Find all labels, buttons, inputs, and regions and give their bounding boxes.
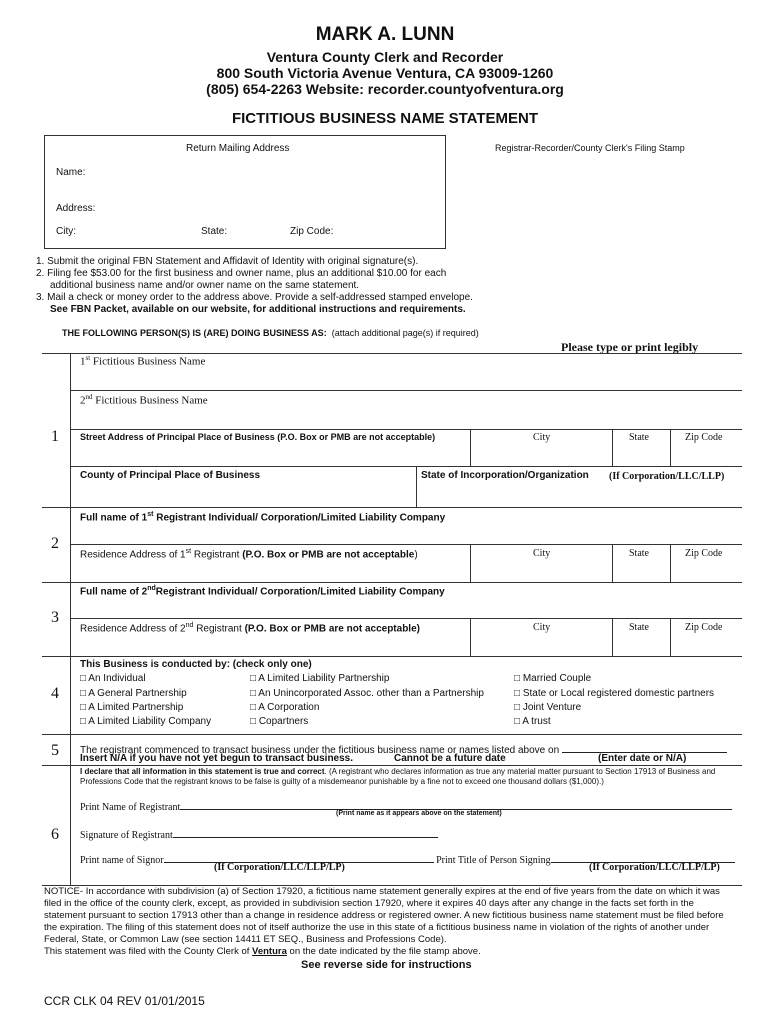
notice-text [44, 886, 734, 958]
declaration-text [80, 767, 730, 787]
reg1-pre: Full name of 1 [80, 512, 148, 524]
option-limited-partnership[interactable] [80, 702, 183, 713]
checkbox[interactable]: □ [514, 673, 521, 684]
city-label[interactable]: City: [56, 226, 76, 237]
if-corporation-left: (If Corporation/LLC/LLP/LP) [214, 862, 345, 873]
print-name-label: Print Name of Registrant [80, 802, 181, 813]
checkbox[interactable]: □ [514, 716, 521, 727]
checkbox[interactable]: □ [250, 702, 257, 713]
signature-field[interactable] [173, 826, 438, 838]
grid-line [670, 429, 671, 466]
grid-line [670, 618, 671, 656]
option-trust[interactable] [514, 716, 551, 727]
instruction-2: 2. Filing fee $53.00 for the first business and owner name, plus an additional $10.00 for each [36, 268, 447, 279]
first-registrant-name-label[interactable] [80, 511, 445, 523]
zip-column-label: Zip Code [685, 622, 723, 633]
instruction-3: 3. Mail a check or money order to the address above. Provide a self-addressed stamped envelope. [36, 292, 473, 303]
checkbox[interactable]: □ [514, 702, 521, 713]
option-joint-venture[interactable] [514, 702, 581, 713]
filed-text: This statement was filed with the County Clerk of [44, 946, 253, 957]
print-name-note: (Print name as it appears above on the statement) [336, 810, 502, 817]
section-number-5: 5 [51, 742, 59, 759]
reg2-pre: Full name of 2 [80, 586, 148, 598]
insert-na-note: Insert N/A if you have not yet begun to transact business. [80, 753, 354, 764]
grid-line [416, 466, 417, 507]
second-name-text: Fictitious Business Name [95, 394, 208, 407]
form-revision: CCR CLK 04 REV 01/01/2015 [44, 994, 205, 1008]
res2-mid: Registrant [193, 623, 245, 635]
if-corporation-right: (If Corporation/LLC/LLP/LP) [589, 862, 720, 873]
grid-line [70, 618, 742, 619]
instruction-fbn-packet: See FBN Packet, available on our website, for additional instructions and requirements. [50, 304, 466, 315]
doing-business-line [62, 328, 479, 338]
attach-pages-note: (attach additional page(s) if required) [331, 328, 479, 338]
option-label: A Limited Liability Partnership [258, 673, 390, 684]
name-label[interactable]: Name: [56, 167, 86, 178]
state-incorporation-label[interactable]: State of Incorporation/Organization [421, 470, 589, 481]
checkbox[interactable]: □ [80, 673, 87, 684]
section-number-6: 6 [51, 826, 59, 843]
section-number-4: 4 [51, 685, 59, 702]
address-label[interactable]: Address: [56, 203, 96, 214]
second-sup: nd [85, 393, 93, 401]
notice-body: NOTICE- In accordance with subdivision (a) of Section 17920, a fictitious name statement generally expires at the end of five years from the date on which it was filed in the office of the county clerk, except, as provided in subdivision section 17920, where it expires 40 days after any change in the facts set forth in the statement pursuant to section 17913 other than a change in residence address or registered owner. A new fictitious business name statement must be filed before the expiration. The filing of this statement does not of itself authorize the use in this state of a fictitious business name in violation of the rights of another under Federal, State, or Common Law (see section 14411 ET SEQ., Business and Professions Code). [44, 886, 724, 945]
grid-line [70, 429, 742, 430]
grid-line [470, 618, 471, 656]
zip-column-label: Zip Code [685, 432, 723, 443]
second-business-name-label[interactable] [80, 393, 208, 407]
grid-line [42, 507, 742, 508]
checkbox[interactable]: □ [250, 716, 257, 727]
option-label: A Limited Partnership [88, 702, 184, 713]
option-domestic-partners[interactable] [514, 688, 714, 699]
checkbox[interactable]: □ [80, 702, 87, 713]
option-label: Copartners [258, 716, 309, 727]
instruction-2b: additional business name and/or owner name on the same statement. [50, 280, 360, 291]
reg2-post: Registrant Individual/ Corporation/Limited Liability Company [155, 586, 445, 598]
state-column-label: State [629, 548, 649, 559]
state-column-label: State [629, 622, 649, 633]
county-label[interactable]: County of Principal Place of Business [80, 470, 261, 481]
grid-line [470, 544, 471, 582]
grid-line [42, 582, 742, 583]
office-title: Ventura County Clerk and Recorder [266, 49, 504, 65]
res2-bold: (P.O. Box or PMB are not acceptable) [244, 623, 420, 635]
grid-line [612, 618, 613, 656]
res2-sup: nd [185, 622, 194, 629]
title-label: Print Title of Person Signing [433, 855, 551, 866]
doing-business-label: THE FOLLOWING PERSON(S) IS (ARE) DOING BUSINESS AS [62, 328, 324, 338]
return-box-title: Return Mailing Address [186, 143, 290, 154]
city-column-label: City [533, 548, 551, 559]
second-registrant-name-label[interactable] [80, 585, 445, 597]
second-prefix: 2 [80, 394, 86, 407]
res1-sup: st [185, 548, 192, 555]
option-label: Married Couple [522, 673, 592, 684]
res1-end: ) [414, 549, 418, 561]
reg1-sup: st [147, 511, 154, 518]
option-corporation[interactable] [250, 702, 319, 713]
option-label: An Individual [88, 673, 146, 684]
section-number-1: 1 [51, 428, 59, 445]
option-married-couple[interactable] [514, 673, 591, 684]
checkbox[interactable]: □ [514, 688, 521, 699]
grid-line [612, 544, 613, 582]
reg2-sup: nd [147, 585, 156, 592]
filed-text-end: on the date indicated by the file stamp above. [286, 946, 481, 957]
reg1-post: Registrant Individual/ Corporation/Limited Liability Company [153, 512, 446, 524]
res1-bold: (P.O. Box or PMB are not acceptable [242, 549, 415, 561]
enter-date-note: (Enter date or N/A) [598, 753, 687, 764]
grid-line [42, 765, 742, 766]
filing-stamp-label: Registrar-Recorder/County Clerk's Filing Stamp [495, 143, 685, 153]
street-address-label[interactable]: Street Address of Principal Place of Business (P.O. Box or PMB are not acceptable) [80, 432, 436, 442]
section-number-3: 3 [51, 609, 59, 626]
if-corporation-note: (If Corporation/LLC/LLP) [609, 471, 725, 482]
first-prefix: 1 [80, 355, 86, 368]
grid-line [470, 429, 471, 466]
option-llp[interactable] [250, 673, 389, 684]
checkbox[interactable]: □ [80, 688, 87, 699]
option-general-partnership[interactable] [80, 688, 187, 699]
second-registrant-residence-label[interactable] [80, 622, 420, 634]
grid-line [42, 656, 742, 657]
doing-business-colon: : [323, 328, 327, 338]
signor-label: Print name of Signor [80, 855, 164, 866]
option-label: A trust [522, 716, 551, 727]
grid-line [612, 429, 613, 466]
grid-line [70, 353, 71, 886]
option-label: A General Partnership [88, 688, 187, 699]
commence-text: The registrant commenced to transact business under the fictitious business name or names listed above on [80, 745, 560, 756]
form-title: FICTITIOUS BUSINESS NAME STATEMENT [231, 110, 539, 127]
print-name-field[interactable] [180, 798, 732, 810]
option-llc[interactable] [80, 716, 211, 727]
option-copartners[interactable] [250, 716, 308, 727]
res2-pre: Residence Address of 2 [80, 623, 186, 635]
option-label: A Corporation [258, 702, 320, 713]
reverse-side-note: See reverse side for instructions [301, 959, 472, 971]
zip-label[interactable]: Zip Code: [290, 226, 334, 237]
first-business-name-label[interactable] [80, 354, 205, 368]
first-registrant-residence-label[interactable] [80, 548, 418, 560]
grid-line [42, 734, 742, 735]
option-individual[interactable] [80, 673, 146, 684]
grid-line [70, 544, 742, 545]
option-label: Joint Venture [522, 702, 582, 713]
option-label: An Unincorporated Assoc. other than a Partnership [258, 688, 484, 699]
county-ventura: Ventura [252, 946, 287, 957]
checkbox[interactable]: □ [250, 688, 257, 699]
office-contact: (805) 654-2263 Website: recorder.countyofventura.org [206, 81, 564, 97]
commence-notes [80, 753, 353, 764]
state-label[interactable]: State: [201, 226, 228, 237]
signature-label: Signature of Registrant [80, 830, 173, 841]
option-unincorporated-assoc[interactable] [250, 688, 484, 699]
grid-line [70, 466, 742, 467]
clerk-name: MARK A. LUNN [315, 24, 455, 45]
signature-row [80, 826, 438, 841]
no-future-date-note: Cannot be a future date [394, 753, 506, 764]
res1-pre: Residence Address of 1 [80, 549, 186, 561]
city-column-label: City [533, 432, 551, 443]
first-name-text: Fictitious Business Name [92, 355, 206, 368]
checkbox[interactable]: □ [250, 673, 257, 684]
option-label: State or Local registered domestic partners [522, 688, 715, 699]
declaration-rest: . (A registrant who declares information as true any material matter pursuant to Section 17913 of Business and Professions Code that the registrant knows to be false is guilty of a misdemeanor punishable by a fine not to exceed one thousand dollars ($1,000).) [80, 767, 716, 786]
grid-line [70, 390, 742, 391]
instruction-1: 1. Submit the original FBN Statement and Affidavit of Identity with original signature(s). [36, 256, 419, 267]
print-legibly-note: Please type or print legibly [561, 340, 699, 354]
commence-date-field[interactable] [562, 741, 727, 753]
city-column-label: City [533, 622, 551, 633]
state-column-label: State [629, 432, 649, 443]
option-label: A Limited Liability Company [88, 716, 212, 727]
section-number-2: 2 [51, 535, 59, 552]
res1-mid: Registrant [191, 549, 243, 561]
office-address: 800 South Victoria Avenue Ventura, CA 93009-1260 [216, 65, 554, 81]
checkbox[interactable]: □ [80, 716, 87, 727]
business-type-heading: This Business is conducted by: (check only one) [80, 659, 312, 670]
declaration-bold: I declare that all information in this statement is true and correct [80, 767, 325, 776]
first-sup: st [85, 354, 91, 362]
grid-line [670, 544, 671, 582]
zip-column-label: Zip Code [685, 548, 723, 559]
